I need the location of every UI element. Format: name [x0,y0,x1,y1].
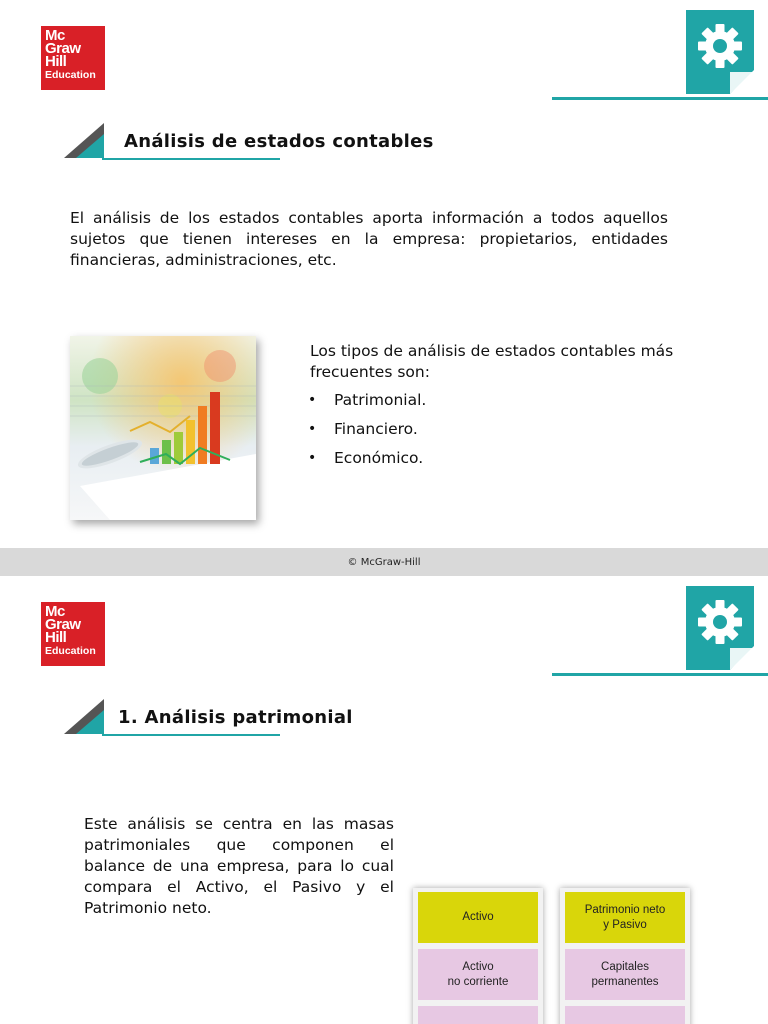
list-item [308,448,426,477]
settings-badge [686,10,754,94]
gear-icon [686,586,754,670]
list-intro: Los tipos de análisis de estados contables más frecuentes son: [310,342,674,381]
balance-cell [418,1006,538,1024]
header-rule [552,97,768,100]
logo-line-4: Education [45,645,96,657]
logo-line-3: Hill [45,53,67,70]
intro-paragraph: Este análisis se centra en las masas patrimoniales que componen el balance de una empresa, para lo cual compara el Activo, el Pasivo y el Patrimonio neto. [84,815,394,917]
balance-cell: Activo no corriente [418,949,538,1000]
balance-cell: Activo [418,892,538,943]
list-item [308,390,426,419]
logo-line-1: Mc [45,603,65,620]
list-item [308,419,426,448]
intro-paragraph: El análisis de los estados contables aporta información a todos aquellos sujetos que tienen intereses en la empresa: propietarios, entidades financieras, administraciones, etc. [70,209,668,269]
mcgraw-hill-logo [41,26,105,90]
section-title-block [62,120,482,164]
balance-column-assets [413,888,543,1024]
title-triangle-icon [62,120,112,160]
settings-badge [686,586,754,670]
logo-line-2: Graw [45,616,81,633]
balance-cell: Capitales permanentes [565,949,685,1000]
logo-line-1: Mc [45,27,65,44]
section-title-block [62,696,482,740]
list-item-label: Financiero. [334,420,418,438]
header-rule [552,673,768,676]
mcgraw-hill-logo [41,602,105,666]
page-title: 1. Análisis patrimonial [118,707,353,728]
page-title: Análisis de estados contables [124,131,434,152]
list-item-label: Patrimonial. [334,391,427,409]
logo-line-2: Graw [45,40,81,57]
footer-bar [0,548,768,576]
logo-line-4: Education [45,69,96,81]
list-item-label: Económico. [334,449,424,467]
title-underline [102,158,280,160]
bullet-icon: • [308,450,317,466]
balance-column-liabilities [560,888,690,1024]
logo-line-3: Hill [45,629,67,646]
bullet-icon: • [308,392,317,408]
balance-cell [565,1006,685,1024]
analysis-types-list [308,390,426,477]
slide-2 [0,576,768,1024]
title-underline [102,734,280,736]
copyright-text: © McGraw-Hill [347,556,421,568]
financial-chart-image [70,336,256,520]
gear-icon [686,10,754,94]
balance-cell: Patrimonio neto y Pasivo [565,892,685,943]
bullet-icon: • [308,421,317,437]
title-triangle-icon [62,696,112,736]
